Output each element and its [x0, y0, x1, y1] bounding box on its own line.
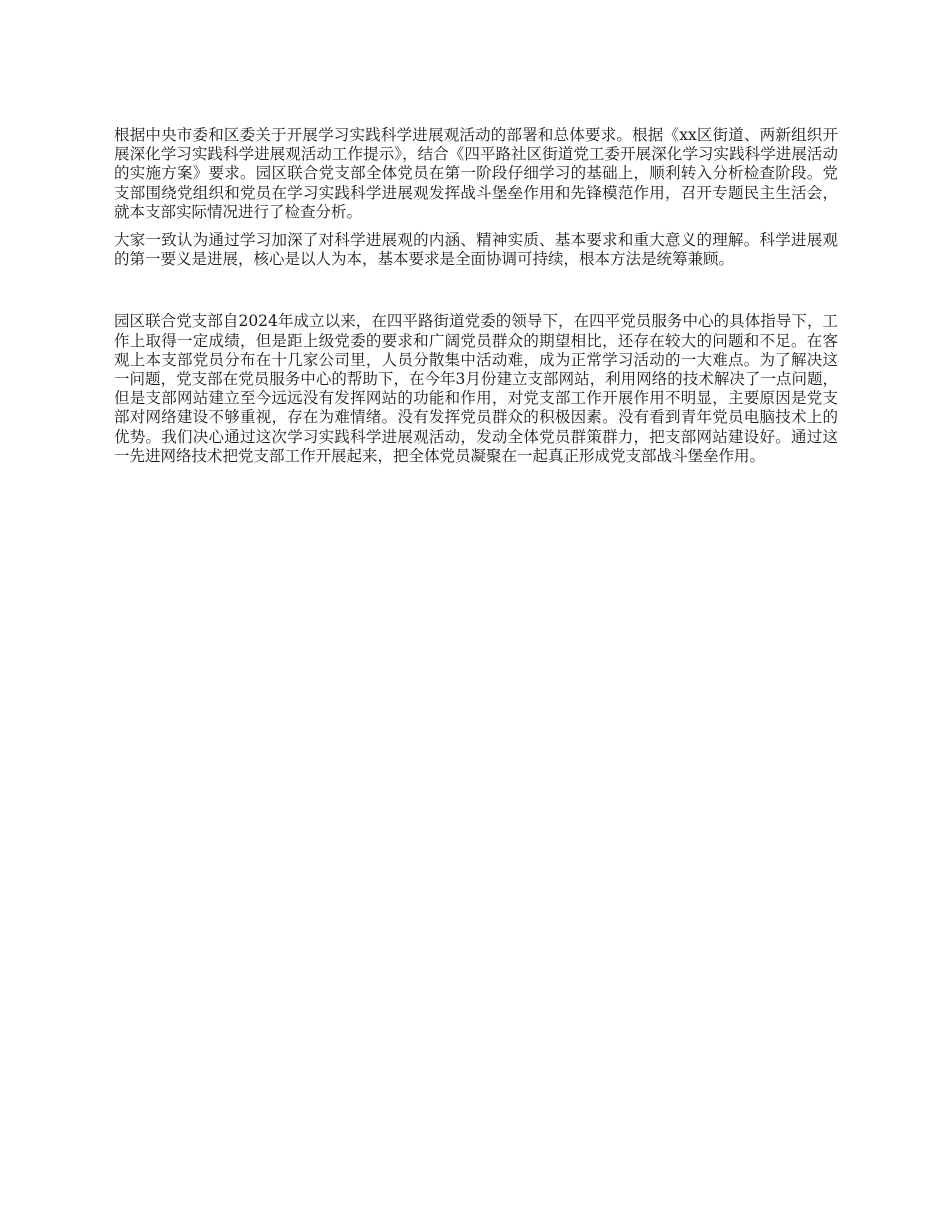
- paragraph-3: 园区联合党支部自2024年成立以来，在四平路街道党委的领导下，在四平党员服务中心的具体指导下，工作上取得一定成绩，但是距上级党委的要求和广阔党员群众的期望相比，还存在较大的问题和不足。在客观上本支部党员分布在十几家公司里，人员分散集中活动难，成为正常学习活动的一大难点。为了解决这一问题，党支部在党员服务中心的帮助下，在今年3月份建立支部网站，利用网络的技术解决了一点问题，但是支部网站建立至今远远没有发挥网站的功能和作用，对党支部工作开展作用不明显，主要原因是党支部对网络建设不够重视，存在为难情绪。没有发挥党员群众的积极因素。没有看到青年党员电脑技术上的优势。我们决心通过这次学习实践科学进展观活动，发动全体党员群策群力，把支部网站建设好。通过这一先进网络技术把党支部工作开展起来，把全体党员凝聚在一起真正形成党支部战斗堡垒作用。: [114, 312, 838, 465]
- paragraph-1: 根据中央市委和区委关于开展学习实践科学进展观活动的部署和总体要求。根据《xx区街道、两新组织开展深化学习实践科学进展观活动工作提示》，结合《四平路社区街道党工委开展深化学习实践科学进展活动的实施方案》要求。园区联合党支部全体党员在第一阶段仔细学习的基础上，顺利转入分析检查阶段。党支部围绕党组织和党员在学习实践科学进展观发挥战斗堡垒作用和先锋模范作用，召开专题民主生活会，就本支部实际情况进行了检查分析。: [114, 126, 838, 221]
- document-body: [114, 126, 838, 466]
- paragraph-2: 大家一致认为通过学习加深了对科学进展观的内涵、精神实质、基本要求和重大意义的理解。科学进展观的第一要义是进展，核心是以人为本，基本要求是全面协调可持续，根本方法是统筹兼顾。: [114, 231, 838, 269]
